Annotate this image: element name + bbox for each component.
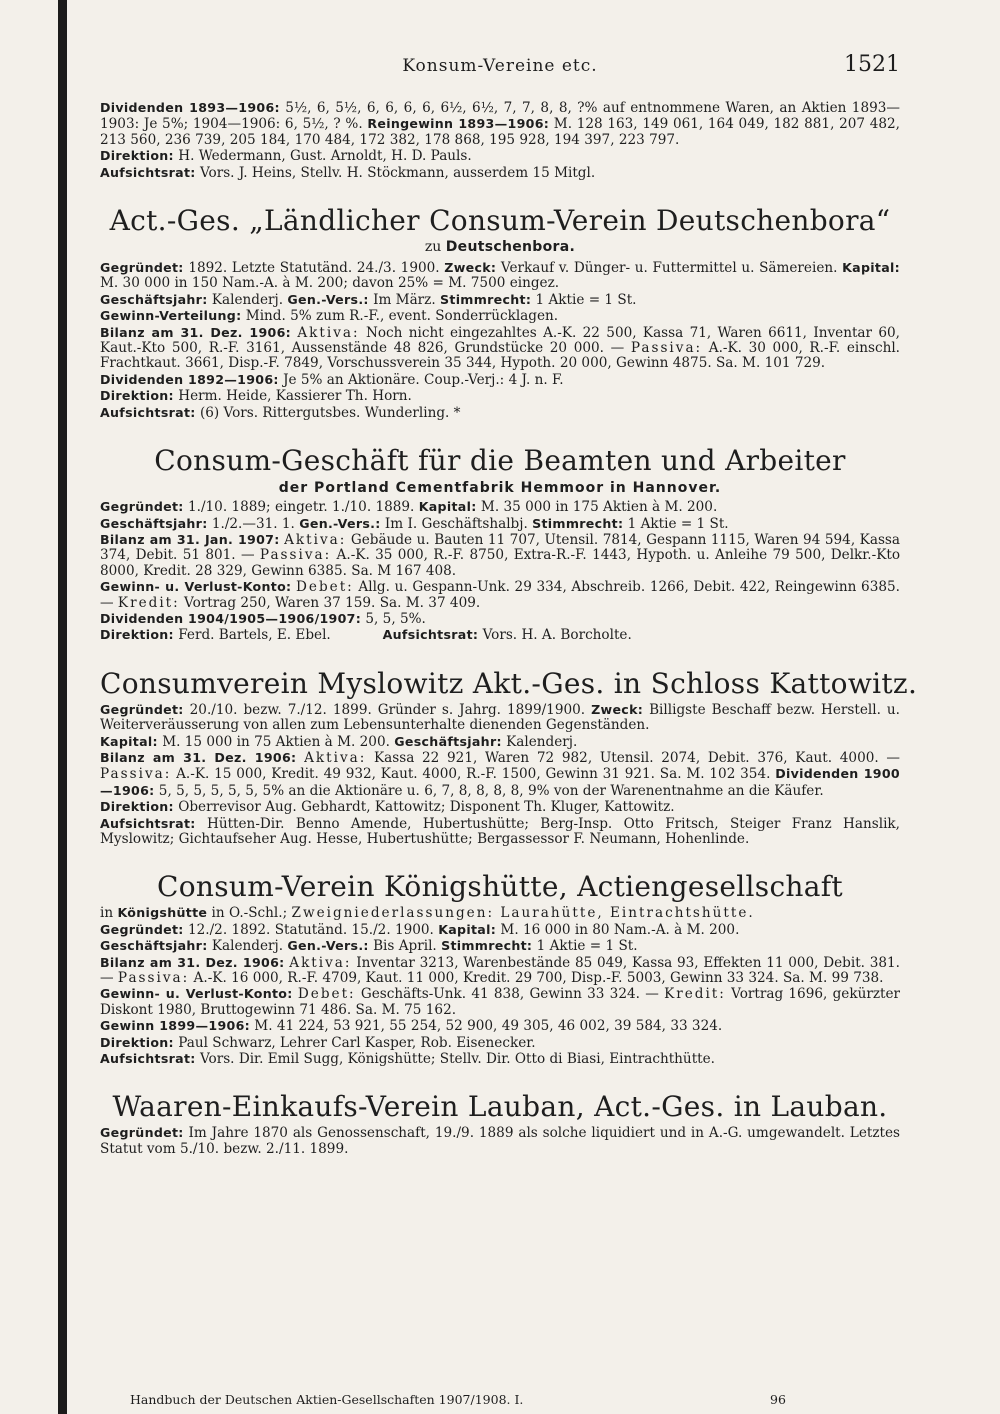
paragraph-bilanz — [100, 532, 900, 579]
paragraph-aufsichtsrat — [100, 1051, 900, 1067]
paragraph-aufsichtsrat — [100, 165, 900, 181]
field-text: Vortrag 250, Waren 37 159. Sa. M. 37 409. — [179, 594, 481, 611]
entry-myslowitz — [100, 666, 918, 848]
paragraph-bilanz — [100, 750, 900, 799]
debet-label: Debet: — [296, 579, 354, 596]
entry-title: Waaren-Einkaufs-Verein Lauban, Act.-Ges. in Lauban. — [112, 1090, 888, 1124]
field-text: 5, 5, 5%. — [361, 610, 426, 627]
field-label: Kapital: — [438, 921, 497, 937]
field-text: 5, 5, 5, 5, 5, 5, 5% an die Aktionäre u. 6, 7, 8, 8, 8, 8, 9% von der Warenentnahme an die Käufer. — [154, 782, 824, 799]
field-label: Dividenden 1904/1905—1906/1907: — [100, 610, 362, 626]
entry-title: Consum-Geschäft für die Beamten und Arbeiter — [154, 444, 846, 478]
field-text: Allg. u. Gespann-Unk. 29 334, Abschreib. 1266, Debit. 422, Reingewinn 6385. — — [100, 579, 900, 611]
paragraph-location — [100, 905, 900, 921]
passiva-label: Passiva: — [630, 340, 703, 357]
field-label: Gen.-Vers.: — [287, 938, 369, 954]
entry-subtitle: der Portland Cementfabrik Hemmoor in Hannover. — [278, 480, 722, 497]
field-label: Gegründet: — [100, 701, 184, 717]
field-label: Direktion: — [100, 148, 174, 164]
paragraph-founding — [100, 260, 900, 292]
field-label: Reingewinn 1893—1906: — [367, 116, 550, 132]
field-text: in O.-Schl.; — [207, 905, 292, 922]
subtitle-place: Deutschenbora. — [445, 239, 576, 256]
field-text: 1 Aktie = 1 St. — [532, 938, 638, 955]
field-text: H. Wedermann, Gust. Arnoldt, H. D. Pauls. — [173, 148, 472, 165]
passiva-label: Passiva: — [259, 547, 332, 564]
field-text: 12./2. 1892. Statutänd. 15./2. 1900. — [183, 921, 434, 938]
field-text: 5½, 6, 5½, 6, 6, 6, 6, 6½, 6½, 7, 7, 8, 8, ?% auf entnommene Waren, an Aktien 1893—1903: Je 5%; 1904—1906: 6, 5½, ? %. — [100, 100, 900, 133]
place-name: Königshütte — [117, 905, 208, 921]
field-text: Geschäfts-Unk. 41 838, Gewinn 33 324. — — [355, 986, 665, 1003]
field-text: 1 Aktie = 1 St. — [623, 515, 729, 532]
paragraph-dividenden — [100, 372, 900, 388]
field-text: A.-K. 16 000, R.-F. 4709, Kaut. 11 000, Kredit. 29 700, Disp.-F. 5003, Gewinn 33 324. Sa. M. 99 738. — [189, 970, 884, 987]
entry-subtitle — [100, 239, 900, 256]
document-page — [100, 0, 918, 1414]
paragraph-founding — [100, 922, 900, 938]
field-text: Ferd. Bartels, E. Ebel. — [173, 627, 331, 644]
paragraph-founding — [100, 1125, 900, 1157]
field-label: Zweck: — [444, 260, 497, 276]
field-label: Dividenden 1892—1906: — [100, 371, 279, 387]
running-header — [100, 52, 900, 80]
field-text: Noch nicht eingezahltes A.-K. 22 500, Kassa 71, Waren 6611, Inventar 60, Kaut.-Kto 500, R.-F. 3161, Aussenstände 48 826, Grundstücke 20 000. — — [100, 324, 900, 357]
field-text: M. 35 000 in 175 Aktien à M. 200. — [476, 499, 718, 516]
field-text: Hütten-Dir. Benno Amende, Hubertushütte; Berg-Insp. Otto Fritsch, Steiger Franz Hanslik, Myslowitz; Gichtaufseher Aug. Hesse, Hubertushütte; Bergassessor F. Neumann, Hohenlinde. — [100, 815, 900, 847]
paragraph-geschaeftsjahr — [100, 292, 900, 308]
field-text: Oberrevisor Aug. Gebhardt, Kattowitz; Disponent Th. Kluger, Kattowitz. — [173, 799, 675, 816]
field-text: Herm. Heide, Kassierer Th. Horn. — [173, 388, 412, 405]
paragraph-geschaeftsjahr — [100, 938, 900, 954]
paragraph-direktion — [100, 627, 900, 643]
paragraph-aufsichtsrat — [100, 405, 900, 421]
subtitle-prefix: zu — [424, 239, 446, 256]
page-footer — [130, 1392, 900, 1410]
field-label: Dividenden 1893—1906: — [100, 100, 280, 115]
field-text: Vors. Dir. Emil Sugg, Königshütte; Stellv. Dir. Otto di Biasi, Eintrachthütte. — [195, 1051, 715, 1068]
field-label: Gen.-Vers.: — [287, 291, 369, 307]
aktiva-label: Aktiva: — [284, 531, 347, 548]
field-text: Bis April. — [368, 938, 437, 955]
field-label: Geschäftsjahr: — [100, 291, 208, 307]
field-label: Gegründet: — [100, 260, 184, 276]
entry-koenigshuette — [100, 871, 900, 1067]
footer-text: Handbuch der Deutschen Aktien-Gesellschaften 1907/1908. I. — [130, 1392, 524, 1407]
aktiva-label: Aktiva: — [297, 324, 360, 341]
field-label: Stimmrecht: — [441, 938, 533, 954]
field-text: Inventar 3213, Warenbestände 85 049, Kassa 93, Effekten 11 000, Debit. 381. — — [100, 954, 900, 987]
page-number: 1521 — [844, 52, 900, 77]
field-text: 20./10. bezw. 7./12. 1899. Gründer s. Jahrg. 1899/1900. — [183, 701, 586, 718]
field-label: Kapital: — [100, 733, 158, 749]
field-text: 1./10. 1889; eingetr. 1./10. 1889. — [183, 499, 415, 516]
field-text: A.-K. 15 000, Kredit. 49 932, Kaut. 4000, R.-F. 1500, Gewinn 31 921. Sa. M. 102 354. — [171, 766, 771, 783]
aktiva-label: Aktiva: — [304, 749, 367, 766]
entry-lauban — [100, 1091, 900, 1157]
field-text: Kassa 22 921, Waren 72 982, Utensil. 2074, Debit. 376, Kaut. 4000. — — [366, 749, 900, 766]
field-text: A.-K. 35 000, R.-F. 8750, Extra-R.-F. 1443, Hypoth. u. Anleihe 79 500, Delkr.-Kto 8000, Kredit. 28 329, Gewinn 6385. Sa. M 167 408. — [100, 547, 901, 579]
field-text: Kalenderj. — [207, 291, 284, 308]
field-label: Direktion: — [100, 627, 174, 643]
paragraph-bilanz — [100, 325, 900, 372]
paragraph-dividends — [100, 100, 900, 148]
passiva-label: Passiva: — [117, 970, 190, 987]
field-text: in — [100, 905, 118, 922]
field-text: 1./2.—31. 1. — [207, 515, 295, 532]
branches-label: Zweigniederlassungen: — [291, 905, 495, 922]
field-text: Verkauf v. Dünger- u. Futtermittel u. Sämereien. — [496, 260, 838, 277]
field-text: Im Jahre 1870 als Genossenschaft, 19./9. 1889 als solche liquidiert und in A.-G. umgewandelt. Letztes Statut vom 5./10. bezw. 2./11. 1899. — [100, 1125, 900, 1157]
paragraph-direktion — [100, 1035, 900, 1051]
field-label: Geschäftsjahr: — [100, 515, 208, 531]
field-label: Direktion: — [100, 388, 174, 404]
field-label: Geschäftsjahr: — [100, 938, 208, 954]
field-text: M. 16 000 in 80 Nam.-A. à M. 200. — [496, 921, 740, 938]
aktiva-label: Aktiva: — [289, 954, 352, 971]
field-text: M. 15 000 in 75 Aktien à M. 200. — [157, 733, 390, 750]
book-spine-edge — [58, 0, 67, 1414]
field-label: Aufsichtsrat: — [100, 1051, 196, 1067]
paragraph-kapital — [100, 734, 900, 750]
paragraph-bilanz — [100, 955, 900, 987]
field-text: A.-K. 30 000, R.-F. einschl. Frachtkaut. 3661, Disp.-F. 7849, Vorschussverein 35 344, Hypoth. 20 000, Gewinn 4875. Sa. M. 101 729. — [100, 340, 900, 372]
field-text: Je 5% an Aktionäre. Coup.-Verj.: 4 J. n. F. — [278, 371, 564, 388]
field-label: Stimmrecht: — [532, 515, 624, 531]
field-text: Kalenderj. — [207, 938, 284, 955]
field-label: Direktion: — [100, 799, 174, 815]
field-text: Vortrag 1696, gekürzter Diskont 1980, Bruttogewinn 71 486. Sa. M. 75 162. — [100, 986, 900, 1018]
field-label: Direktion: — [100, 1034, 174, 1050]
entry-continued — [100, 100, 900, 181]
field-text: Mind. 5% zum R.-F., event. Sonderrücklagen. — [241, 308, 559, 325]
debet-label: Debet: — [297, 986, 356, 1003]
field-text — [296, 750, 304, 766]
field-label: Aufsichtsrat: — [100, 815, 196, 831]
paragraph-geschaeftsjahr — [100, 516, 900, 532]
field-label: Gen.-Vers.: — [299, 515, 381, 531]
field-label: Gegründet: — [100, 1125, 184, 1141]
entry-title: Consumverein Myslowitz Akt.-Ges. in Schloss Kattowitz. — [100, 666, 918, 700]
field-text: 1892. Letzte Statutänd. 24./3. 1900. — [183, 260, 440, 277]
field-label: Gewinn 1899—1906: — [100, 1018, 250, 1034]
field-label: Bilanz am 31. Jan. 1907: — [100, 531, 280, 547]
paragraph-direktion — [100, 148, 900, 164]
kredit-label: Kredit: — [117, 594, 180, 611]
field-label: Kapital: — [842, 260, 900, 276]
signature-number: 96 — [770, 1392, 786, 1407]
field-label: Gewinn-Verteilung: — [100, 308, 242, 324]
field-label: Gewinn- u. Verlust-Konto: — [100, 579, 292, 595]
field-label: Gegründet: — [100, 921, 184, 937]
paragraph-aufsichtsrat — [100, 816, 900, 848]
paragraph-direktion — [100, 799, 900, 815]
field-text: M. 41 224, 53 921, 55 254, 52 900, 49 305, 46 002, 39 584, 33 324. — [249, 1018, 723, 1035]
paragraph-founding — [100, 499, 900, 515]
field-text: Vors. H. A. Borcholte. — [478, 627, 632, 644]
field-text: Laurahütte, Eintrachtshütte. — [494, 905, 755, 922]
field-label: Gegründet: — [100, 499, 184, 515]
entry-title: Consum-Verein Königshütte, Actiengesellschaft — [157, 870, 843, 904]
entry-hemmoor — [100, 445, 900, 644]
field-label: Bilanz am 31. Dez. 1906: — [100, 324, 291, 340]
paragraph-gewinn — [100, 1018, 900, 1034]
field-label: Aufsichtsrat: — [100, 404, 196, 420]
field-text: 1 Aktie = 1 St. — [531, 291, 637, 308]
paragraph-gewinn-verteilung — [100, 308, 900, 324]
field-label: Bilanz am 31. Dez. 1906: — [100, 954, 285, 970]
paragraph-gewinn-verlust — [100, 579, 900, 611]
kredit-label: Kredit: — [664, 986, 726, 1003]
entry-title: Act.-Ges. „Ländlicher Consum-Verein Deutschenbora“ — [109, 204, 891, 238]
field-label: Dividenden 1900—1906: — [100, 766, 900, 798]
paragraph-gewinn-verlust — [100, 986, 900, 1018]
field-label: Gewinn- u. Verlust-Konto: — [100, 986, 293, 1002]
field-text: Im März. — [368, 291, 436, 308]
entry-deutschenbora — [100, 205, 900, 421]
field-text: M. 128 163, 149 061, 164 049, 182 881, 207 482, 213 560, 236 739, 205 184, 170 484, 172 382, 178 868, 195 928, 194 397, 223 797. — [100, 116, 900, 148]
field-label: Geschäftsjahr: — [394, 733, 502, 749]
page-content — [100, 100, 918, 1157]
field-text: M. 30 000 in 150 Nam.-A. à M. 200; davon 25% = M. 7500 eingez. — [100, 275, 560, 292]
paragraph-dividenden — [100, 611, 900, 627]
field-text: Kalenderj. — [501, 733, 578, 750]
field-text: Billigste Beschaff bezw. Herstell. u. Weiterveräusserung von allen zum Lebensunterhalte dienenden Gegenständen. — [100, 701, 900, 734]
field-label: Aufsichtsrat: — [100, 164, 196, 180]
field-text: Vors. J. Heins, Stellv. H. Stöckmann, ausserdem 15 Mitgl. — [195, 164, 596, 181]
field-label: Bilanz am 31. Dez. 1906: — [100, 749, 297, 765]
field-text: Im I. Geschäftshalbj. — [380, 515, 528, 532]
paragraph-founding — [100, 702, 900, 734]
field-text: Gebäude u. Bauten 11 707, Utensil. 7814, Gespann 1115, Waren 94 594, Kassa 374, Debit. 51 801. — — [100, 531, 900, 564]
paragraph-direktion — [100, 388, 900, 404]
field-label: Aufsichtsrat: — [382, 627, 479, 643]
field-text: (6) Vors. Rittergutsbes. Wunderling. * — [195, 404, 461, 421]
field-label: Stimmrecht: — [440, 291, 532, 307]
field-label: Kapital: — [418, 499, 477, 515]
field-label: Zweck: — [591, 701, 644, 717]
passiva-label: Passiva: — [100, 766, 172, 783]
field-text: Paul Schwarz, Lehrer Carl Kasper, Rob. Eisenecker. — [173, 1034, 536, 1051]
header-title: Konsum-Vereine etc. — [402, 56, 598, 76]
